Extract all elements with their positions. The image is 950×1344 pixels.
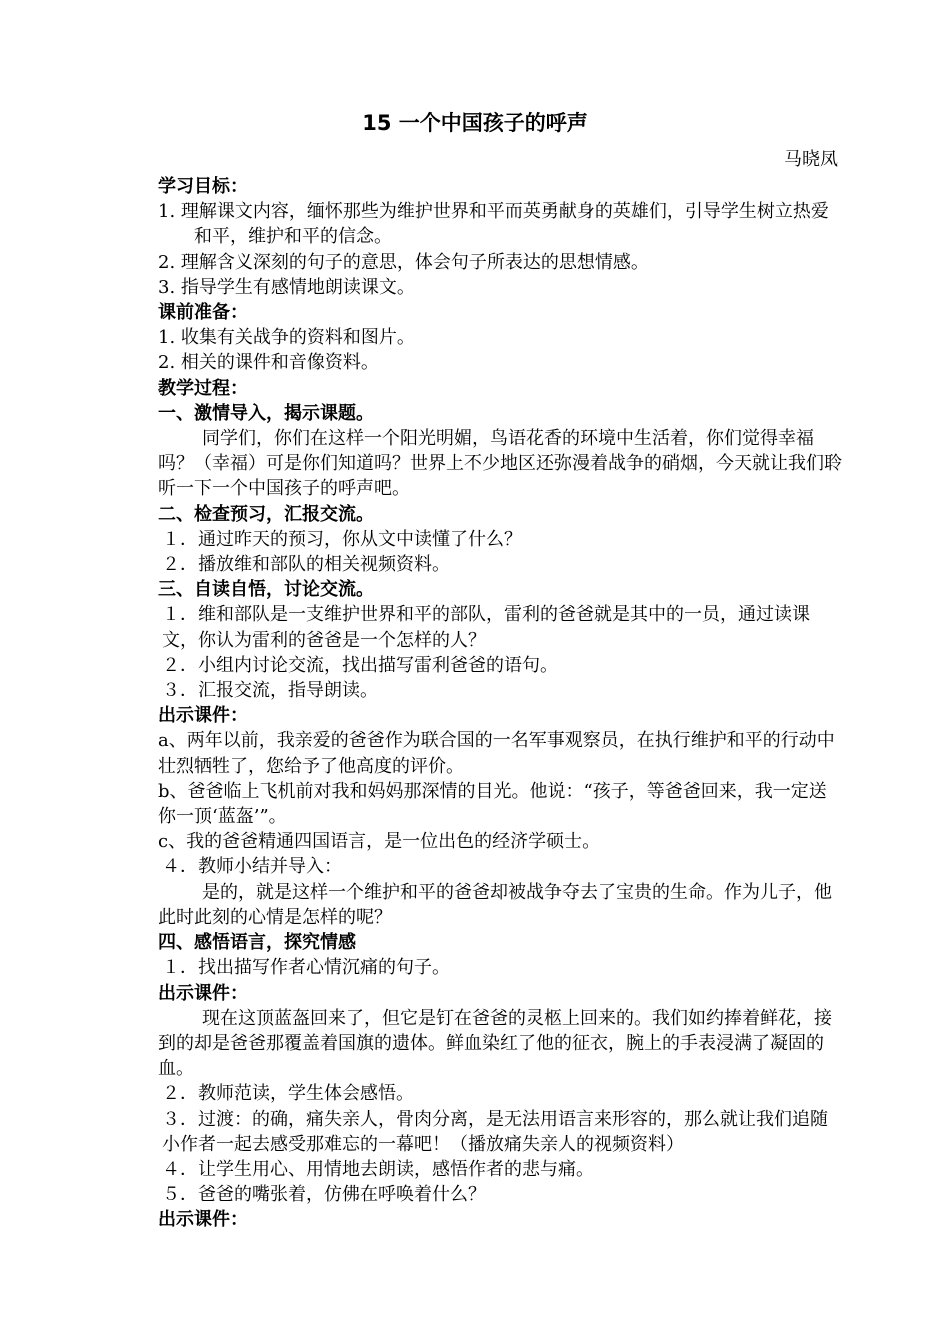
document-title: 15 一个中国孩子的呼声 — [362, 111, 588, 135]
list-item: 2. 相关的课件和音像资料。 — [158, 352, 379, 374]
section-heading: 教学过程： — [158, 377, 248, 399]
list-item: 1. 理解课文内容，缅怀那些为维护世界和平而英勇献身的英雄们，引导学生树立热爱和平，维护和平的信念。 — [158, 201, 829, 248]
paragraph: 现在这顶蓝盔回来了，但它是钉在爸爸的灵柩上回来的。我们如约捧着鲜花，接到的却是爸爸那覆盖着国旗的遗体。鲜血染红了他的征衣，腕上的手表浸满了凝固的血。 — [158, 1007, 832, 1080]
author-name: 马晓凤 — [784, 149, 838, 170]
list-item: 1. 收集有关战争的资料和图片。 — [158, 327, 415, 349]
document-body — [158, 174, 842, 1233]
section-heading: 出示课件： — [158, 982, 248, 1004]
section-heading: 课前准备： — [158, 302, 248, 324]
list-item: １．找出描写作者心情沉痛的句子。 — [162, 957, 450, 979]
list-item: １．通过昨天的预习，你从文中读懂了什么？ — [162, 528, 522, 550]
section-heading: 出示课件： — [158, 1209, 248, 1231]
list-item: ２．小组内讨论交流，找出描写雷利爸爸的语句。 — [162, 654, 558, 676]
list-item: ２．播放维和部队的相关视频资料。 — [162, 554, 450, 576]
list-item: 2. 理解含义深刻的句子的意思，体会句子所表达的思想情感。 — [158, 251, 649, 273]
paragraph: b、爸爸临上飞机前对我和妈妈那深情的目光。他说：“孩子，等爸爸回来，我一定送你一顶‘蓝盔’”。 — [158, 780, 827, 828]
section-heading: 三、自读自悟，讨论交流。 — [158, 579, 374, 601]
list-item: 3. 指导学生有感情地朗读课文。 — [158, 276, 415, 298]
paragraph: a、两年以前，我亲爱的爸爸作为联合国的一名军事观察员，在执行维护和平的行动中壮烈牺牲了，您给予了他高度的评价。 — [158, 730, 835, 777]
section-heading: 二、检查预习，汇报交流。 — [158, 503, 374, 525]
list-item: ５．爸爸的嘴张着，仿佛在呼唤着什么？ — [162, 1184, 486, 1206]
list-item: ４．让学生用心、用情地去朗读，感悟作者的悲与痛。 — [162, 1158, 594, 1180]
section-heading: 一、激情导入，揭示课题。 — [158, 402, 374, 424]
section-heading: 四、感悟语言，探究情感 — [158, 932, 356, 954]
list-item: ３．汇报交流，指导朗读。 — [162, 680, 378, 702]
list-item: １．维和部队是一支维护世界和平的部队，雷利的爸爸就是其中的一员，通过读课文，你认为雷利的爸爸是一个怎样的人？ — [162, 604, 810, 651]
section-heading: 学习目标： — [158, 176, 248, 197]
list-item: ３．过渡：的确，痛失亲人，骨肉分离，是无法用语言来形容的，那么就让我们追随小作者一起去感受那难忘的一幕吧！（播放痛失亲人的视频资料） — [162, 1108, 828, 1155]
paragraph: 同学们，你们在这样一个阳光明媚，鸟语花香的环境中生活着，你们觉得幸福吗？（幸福）可是你们知道吗？世界上不少地区还弥漫着战争的硝烟，今天就让我们聆听一下一个中国孩子的呼声吧。 — [158, 428, 842, 500]
paragraph: c、我的爸爸精通四国语言，是一位出色的经济学硕士。 — [158, 831, 601, 853]
section-heading: 出示课件： — [158, 705, 248, 727]
paragraph: 是的，就是这样一个维护和平的爸爸却被战争夺去了宝贵的生命。作为儿子，他此时此刻的心情是怎样的呢？ — [158, 881, 832, 928]
list-item: ４．教师小结并导入： — [162, 856, 342, 878]
list-item: ２．教师范读，学生体会感悟。 — [162, 1083, 414, 1105]
